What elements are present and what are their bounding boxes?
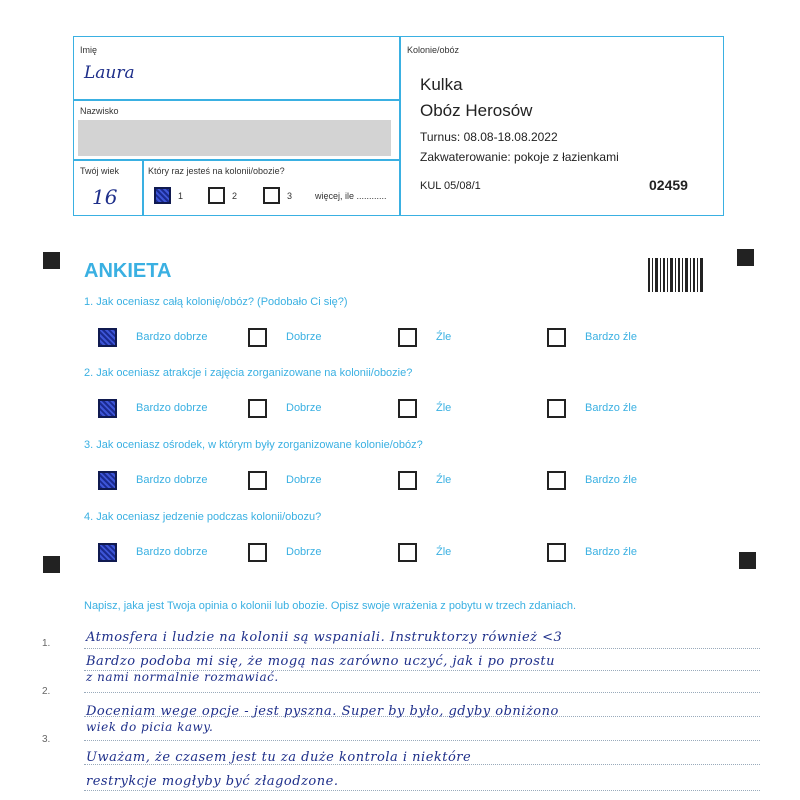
handwritten-answer-line: Doceniam wege opcje - jest pyszna. Super by było, gdyby obniżono: [86, 704, 559, 719]
nazwisko-label: Nazwisko: [80, 106, 119, 116]
line-number: 2.: [42, 686, 51, 697]
answer-label: Bardzo źle: [585, 402, 637, 414]
q2-answer-checkbox[interactable]: [547, 399, 566, 418]
answer-label: Źle: [436, 546, 452, 558]
writing-line: [84, 692, 760, 693]
answer-label: Dobrze: [286, 546, 322, 558]
handwritten-answer-line: wiek do picia kawy.: [86, 720, 214, 734]
handwritten-answer-line: z nami normalnie rozmawiać.: [86, 670, 279, 684]
camp-code: KUL 05/08/1: [420, 180, 481, 192]
q1-answer-checkbox[interactable]: [248, 328, 267, 347]
turnus: Turnus: 08.08-18.08.2022: [420, 130, 558, 144]
answer-label: Źle: [436, 331, 452, 343]
handwritten-answer-line: Atmosfera i ludzie na kolonii są wspaniali. Instruktorzy również <3: [86, 630, 563, 645]
answer-label: Bardzo dobrze: [136, 402, 208, 414]
ktory-raz-option: 3: [287, 191, 293, 201]
wiek-value: 16: [92, 185, 118, 209]
q3-answer-checkbox[interactable]: [547, 471, 566, 490]
opinion-prompt: Napisz, jaka jest Twoja opinia o kolonii lub obozie. Opisz swoje wrażenia z pobytu w trzech zdaniach.: [84, 600, 576, 612]
question-text: 2. Jak oceniasz atrakcje i zajęcia zorganizowane na kolonii/obozie?: [84, 367, 413, 379]
question-text: 1. Jak oceniasz całą kolonię/obóz? (Podobało Ci się?): [84, 296, 348, 308]
answer-label: Źle: [436, 474, 452, 486]
kolonie-name: Kulka: [420, 75, 463, 94]
handwritten-answer-line: restrykcje mogłyby być złagodzone.: [86, 774, 339, 789]
q2-answer-checkbox[interactable]: [248, 399, 267, 418]
q2-answer-checkbox[interactable]: [398, 399, 417, 418]
q1-answer-checkbox[interactable]: [98, 328, 117, 347]
header-divider: [74, 159, 400, 161]
handwritten-answer-line: Uważam, że czasem jest tu za duże kontrola i niektóre: [86, 750, 472, 765]
header-divider: [399, 37, 401, 215]
registration-marker: [43, 252, 60, 269]
answer-label: Dobrze: [286, 474, 322, 486]
answer-label: Dobrze: [286, 331, 322, 343]
q4-answer-checkbox[interactable]: [398, 543, 417, 562]
ktory-raz-option: 1: [178, 191, 184, 201]
form-number: 02459: [649, 177, 688, 193]
nazwisko-redacted: [78, 120, 391, 156]
answer-label: Źle: [436, 402, 452, 414]
writing-line: [84, 648, 760, 649]
q3-answer-checkbox[interactable]: [98, 471, 117, 490]
writing-line: [84, 790, 760, 791]
kolonie-label: Kolonie/obóz: [407, 45, 460, 55]
zakwaterowanie: Zakwaterowanie: pokoje z łazienkami: [420, 150, 619, 164]
handwritten-answer-line: Bardzo podoba mi się, że mogą nas zarówno uczyć, jak i po prostu: [86, 654, 555, 669]
registration-marker: [739, 552, 756, 569]
ktory-raz-checkbox-3[interactable]: [263, 187, 280, 204]
imie-label: Imię: [80, 45, 98, 55]
answer-label: Bardzo dobrze: [136, 331, 208, 343]
q3-answer-checkbox[interactable]: [398, 471, 417, 490]
writing-line: [84, 740, 760, 741]
ktory-raz-option: 2: [232, 191, 238, 201]
answer-label: Bardzo dobrze: [136, 474, 208, 486]
wiek-label: Twój wiek: [80, 166, 120, 176]
ktory-raz-label: Który raz jesteś na kolonii/obozie?: [148, 166, 285, 176]
survey-title: ANKIETA: [84, 260, 172, 282]
q2-answer-checkbox[interactable]: [98, 399, 117, 418]
registration-marker: [737, 249, 754, 266]
header-divider: [74, 99, 400, 101]
q4-answer-checkbox[interactable]: [547, 543, 566, 562]
answer-label: Bardzo źle: [585, 474, 637, 486]
registration-marker: [43, 556, 60, 573]
answer-label: Bardzo źle: [585, 546, 637, 558]
imie-value: Laura: [84, 63, 135, 83]
q4-answer-checkbox[interactable]: [98, 543, 117, 562]
q1-answer-checkbox[interactable]: [547, 328, 566, 347]
question-text: 4. Jak oceniasz jedzenie podczas kolonii/obozu?: [84, 511, 322, 523]
question-text: 3. Jak oceniasz ośrodek, w którym były zorganizowane kolonie/obóz?: [84, 439, 423, 451]
answer-label: Bardzo dobrze: [136, 546, 208, 558]
ktory-raz-more: więcej, ile ............: [315, 191, 387, 201]
barcode: [648, 258, 704, 292]
q4-answer-checkbox[interactable]: [248, 543, 267, 562]
header-divider: [142, 159, 144, 216]
header-form: [73, 36, 724, 216]
line-number: 1.: [42, 638, 51, 649]
q3-answer-checkbox[interactable]: [248, 471, 267, 490]
answer-label: Bardzo źle: [585, 331, 637, 343]
ktory-raz-checkbox-2[interactable]: [208, 187, 225, 204]
ktory-raz-checkbox-1[interactable]: [154, 187, 171, 204]
oboz-name: Obóz Herosów: [420, 101, 533, 120]
line-number: 3.: [42, 734, 51, 745]
q1-answer-checkbox[interactable]: [398, 328, 417, 347]
answer-label: Dobrze: [286, 402, 322, 414]
